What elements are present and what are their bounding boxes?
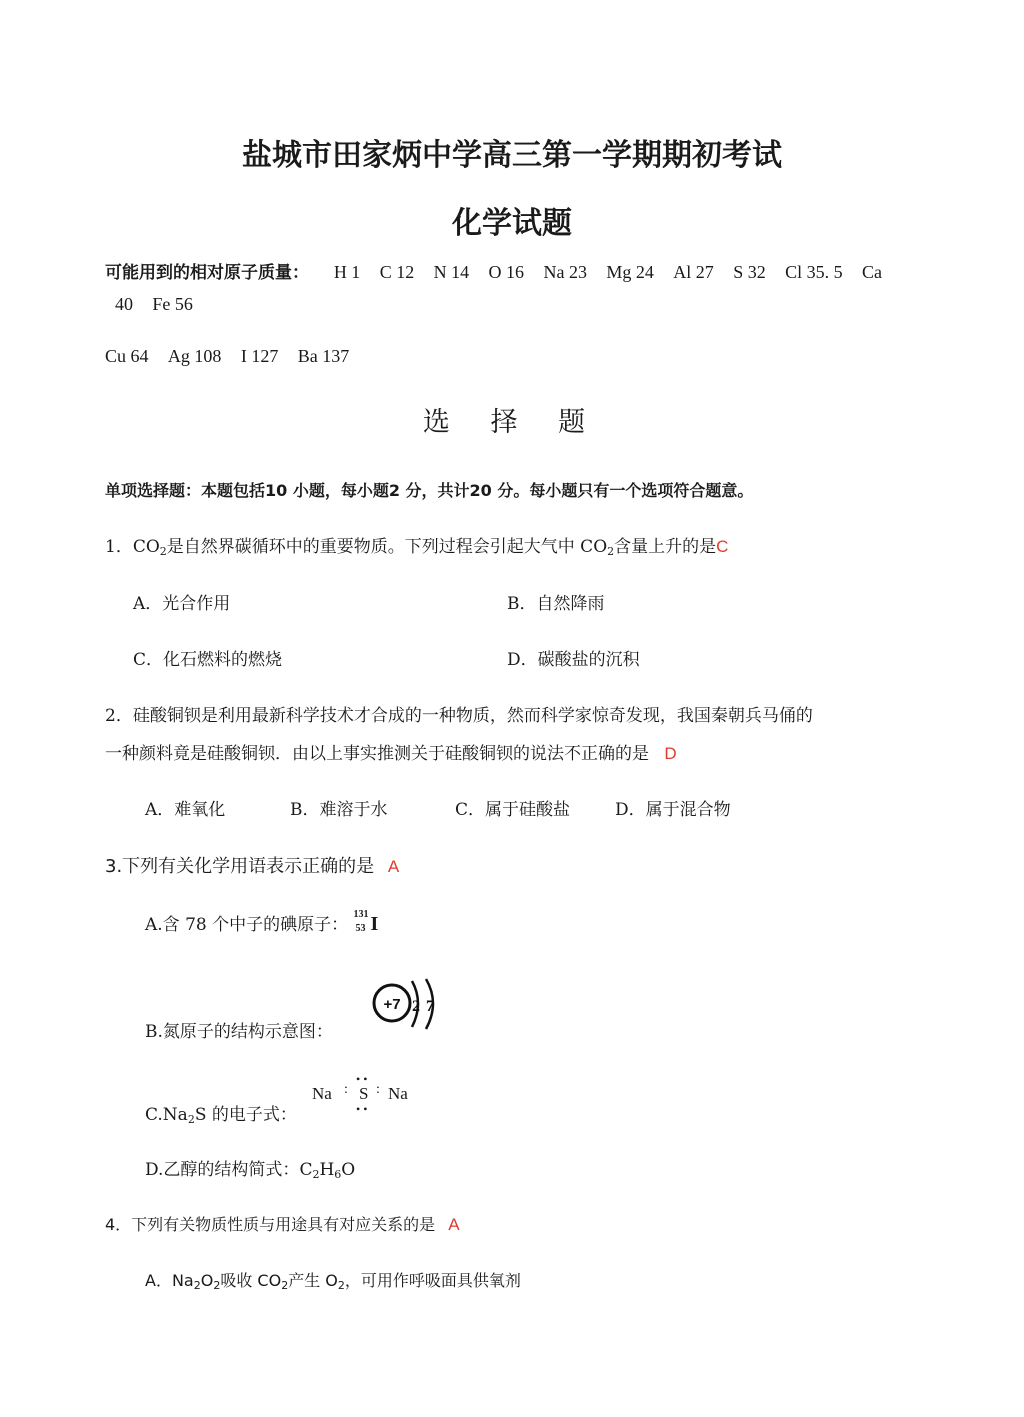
- q2-answer: D: [664, 744, 677, 763]
- nucleus-charge: +7: [383, 996, 401, 1013]
- mass-item: Fe 56: [152, 294, 193, 314]
- mass-item: Ca: [862, 262, 883, 282]
- mass-item: Mg 24: [606, 262, 654, 282]
- q4a-text-1: A．Na: [145, 1271, 194, 1290]
- question-3: [105, 852, 399, 878]
- nitrogen-atom-diagram: [368, 975, 444, 1035]
- q3-answer: A: [387, 857, 400, 876]
- mass-item: Ag 108: [167, 346, 222, 366]
- q3-option-b: B.氮原子的结构示意图：: [145, 1022, 333, 1042]
- q2-option-b: B．难溶于水: [290, 800, 388, 820]
- q1-text-2: 是自然界碳循环中的重要物质。下列过程会引起大气中 CO: [166, 537, 608, 557]
- mass-item: Cl 35. 5: [785, 262, 843, 282]
- subject-title: 化学试题: [452, 206, 572, 241]
- q3-option-c-text-2: S 的电子式：: [194, 1105, 297, 1125]
- lewis-na-left: Na: [312, 1084, 332, 1103]
- question-2-line-2: [105, 739, 677, 764]
- nuclide-symbol: I: [370, 912, 379, 935]
- q3-option-a: [145, 910, 388, 939]
- formula-sub-6: 6: [334, 1168, 342, 1181]
- q3-option-d: [145, 1155, 355, 1181]
- q1-sub-2: 2: [607, 545, 615, 558]
- mass-item: N 14: [433, 262, 470, 282]
- mass-item: H 1: [333, 262, 361, 282]
- q4a-text-2: O: [200, 1271, 214, 1290]
- q1-answer: C: [716, 537, 729, 556]
- question-4: [105, 1212, 460, 1235]
- q2-text: 一种颜料竟是硅酸铜钡．由以上事实推测关于硅酸铜钡的说法不正确的是: [105, 744, 649, 764]
- q4a-text-5: ，可用作呼吸面具供氧剂: [344, 1271, 521, 1290]
- q4a-sub-3: 2: [281, 1279, 289, 1292]
- q1-option-d: D．碳酸盐的沉积: [507, 650, 640, 670]
- q3-option-c-sub: 2: [187, 1113, 195, 1126]
- q4a-sub-4: 2: [337, 1279, 345, 1292]
- atomic-masses-row3: [105, 346, 363, 367]
- formula-c: C: [299, 1160, 313, 1180]
- lewis-s: S: [359, 1084, 369, 1103]
- iodine-nuclide: [353, 908, 388, 939]
- q2-option-d: D．属于混合物: [615, 800, 731, 820]
- q1-sub-1: 2: [159, 545, 167, 558]
- q1-option-b: B．自然降雨: [507, 594, 605, 614]
- nuclide-mass-number: 131: [353, 908, 369, 920]
- q1-text-3: 含量上升的是: [614, 537, 717, 557]
- q4a-text-4: 产生 O: [288, 1271, 338, 1290]
- q1-option-a: A．光合作用: [133, 594, 231, 614]
- sodium-sulfide-lewis: [312, 1072, 422, 1116]
- nuclide-atomic-number: 53: [355, 922, 366, 934]
- shell-2-electrons: 7: [426, 998, 434, 1015]
- mass-item: O 16: [488, 262, 525, 282]
- mass-item: Ba 137: [297, 346, 350, 366]
- shell-1-electrons: 2: [412, 998, 420, 1015]
- q4a-sub-2: 2: [213, 1279, 221, 1292]
- q1-text-1: CO: [132, 537, 160, 557]
- lewis-na-right: Na: [388, 1084, 408, 1103]
- q3-stem: 3.下列有关化学用语表示正确的是: [105, 856, 375, 877]
- q4-option-a: [145, 1268, 521, 1292]
- mass-item: 40: [115, 294, 133, 314]
- atomic-masses-row1: [105, 258, 896, 283]
- q3-option-a-text: A.含 78 个中子的碘原子：: [145, 915, 349, 935]
- q3-option-d-text: D.乙醇的结构简式：: [145, 1160, 300, 1180]
- q4-stem: 4．下列有关物质性质与用途具有对应关系的是: [105, 1215, 436, 1234]
- q4-answer: A: [448, 1215, 460, 1234]
- atomic-masses-label: 可能用到的相对原子质量：: [105, 263, 309, 283]
- q2-option-a: A．难氧化: [145, 800, 226, 820]
- lewis-dots-right: :: [376, 1082, 380, 1097]
- question-1: [105, 532, 728, 558]
- formula-h: H: [319, 1160, 335, 1180]
- q4a-text-3: 吸收 CO: [220, 1271, 282, 1290]
- lewis-dots-top: • •: [356, 1072, 368, 1086]
- lewis-dots-bottom: • •: [356, 1102, 368, 1116]
- exam-title: 盐城市田家炳中学高三第一学期期初考试: [242, 138, 782, 173]
- mass-item: C 12: [379, 262, 415, 282]
- formula-sub-2: 2: [312, 1168, 320, 1181]
- formula-o: O: [341, 1160, 356, 1180]
- q3-option-c: [145, 1100, 297, 1126]
- question-2-line-1: 2．硅酸铜钡是利用最新科学技术才合成的一种物质，然而科学家惊奇发现，我国秦朝兵马俑的: [105, 706, 813, 726]
- atomic-masses-row2: [115, 294, 207, 315]
- mass-item: I 127: [240, 346, 279, 366]
- mass-item: Cu 64: [105, 346, 149, 366]
- q2-option-c: C．属于硅酸盐: [455, 800, 571, 820]
- mass-item: Na 23: [543, 262, 587, 282]
- instructions: 单项选择题：本题包括10 小题，每小题2 分，共计20 分。每小题只有一个选项符合题意。: [105, 481, 754, 500]
- q1-option-c: C．化石燃料的燃烧: [133, 650, 283, 670]
- q3-option-c-text-1: C.Na: [145, 1105, 188, 1125]
- section-title: 选 择 题: [422, 407, 602, 438]
- q4a-sub-1: 2: [193, 1279, 201, 1292]
- lewis-dots-left: :: [344, 1082, 348, 1097]
- mass-item: S 32: [733, 262, 766, 282]
- mass-item: Al 27: [673, 262, 714, 282]
- question-1-number: 1．: [105, 537, 133, 557]
